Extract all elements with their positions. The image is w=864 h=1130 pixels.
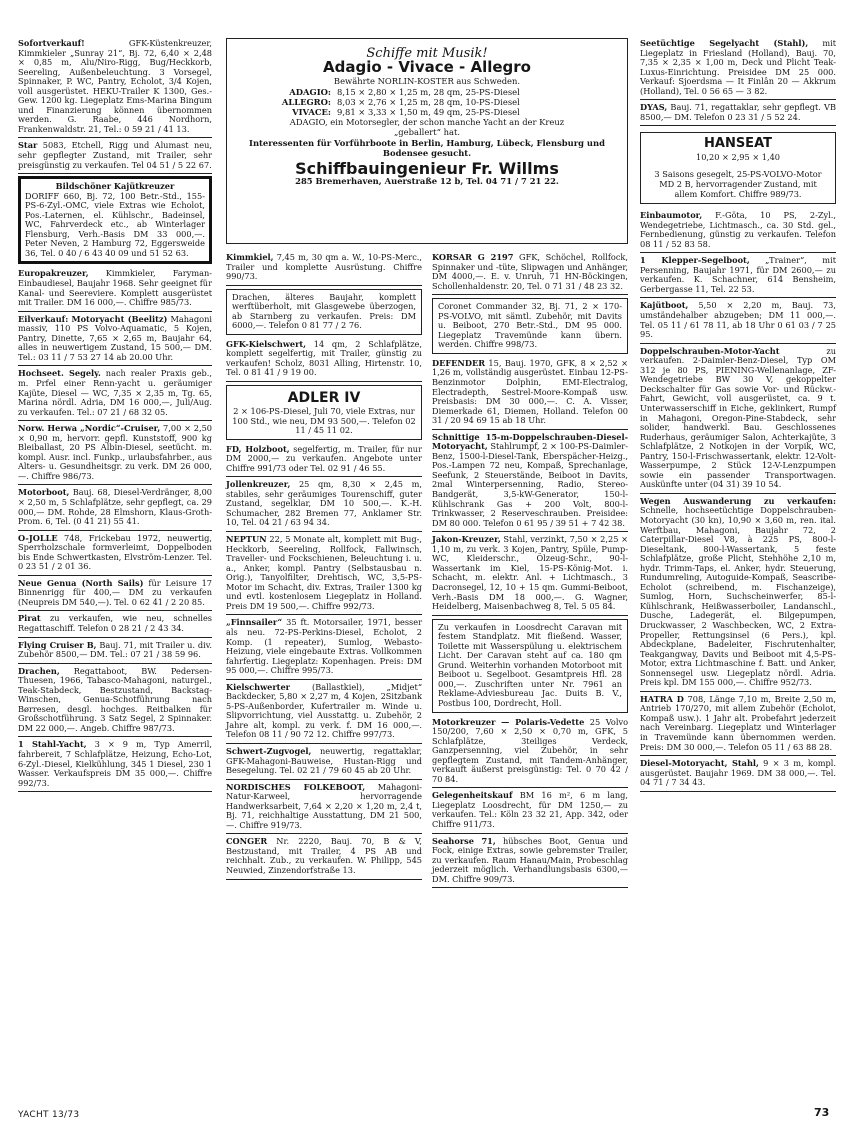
classified-ad [640,210,836,253]
classified-ad [18,487,212,530]
ad-text [226,253,422,282]
ad-body: 25 Volvo 150/200, 7,60 × 2,50 × 0,70 m, GFK, 5 Schlafplätze, 3teiliges Verdeck, Ganzpersenning, viel Zubehör, in sehr gepflegtem Zustand, mit Tandem-Anhänger, verkauft äußerst preisgünstig: Tel. 0 70 42 / 70 84. [432,716,628,784]
ad-text [640,103,836,122]
classified-ad [432,534,628,615]
ad-text [18,488,212,526]
ad-body: älteres Baujahr, komplett werftüberholt, mit Glasgewebe überzogen, ab Starnberg zu verkaufen. Preis: DM 6000,—. Telefon 0 81 77 / 2 76. [232,291,416,331]
ad-body: neuwertig, regattaklar, GFK-Mahagoni-Bauweise, Hustan-Rigg und Besegelung. Tel. 02 21 / 79 60 45 ab 20 Uhr. [226,745,422,776]
ad-text [226,747,422,776]
spec-text: 9,81 × 3,33 × 1,50 m, 49 qm, 25-PS-Diesel [337,107,520,118]
ad-heading: Hochseet. Segely. [18,368,101,379]
ad-heading: Flying Cruiser B, [18,639,97,650]
ad-text [25,192,205,259]
ad-body: Mahagoni massiv, 110 PS Volvo-Aquamatic, 5 Kojen, Pantry, Dinette, 7,65 × 2,65 m, Baujahr 64, alles in neuwertigem Zustand, 15 500,— DM. Tel.: 03 11 / 7 53 27 14 ab 20.00 Uhr. [18,313,212,362]
column-2 [226,252,422,882]
ad-body: Nr. 2220, Bauj. 70, B & V, Bestzustand, mit Trailer, 4 PS AB und reichhalt. Zub., zu verkaufen. W. Philipp, 545 Neuwied, Zinzendorfstraße 13. [226,836,422,875]
banner-specs [227,87,627,118]
ad-heading: Sofortverkauf! [18,38,85,48]
ad-text [432,433,628,528]
ad-body: GFK, Schöchel, Rollfock, Spinnaker und -tüte, Slipwagen und Anhänger, DM 4000,—. E. v. Unruh, 71 HN-Böckingen, Schollenhaldenstr. 20, Tel. 0 71 31 / 48 23 32. [432,252,628,291]
ad-body: Zu verkaufen in Loosdrecht Caravan mit festem Standplatz. Mit fließend. Wasser, Toilette mit Wasserspülung u. elektrischem Licht. Der Caravan steht auf ca. 180 qm Grund. Weiterhin vorhanden Motorboot mit Beiboot u. Segelboot. Gesamtpreis Hfl. 28 000,—. Zuschriften unter Nr. 7961 an Reklame-Adviesbureau Jac. Duits B. V., Postbus 100, Dordrecht, Holl. [438,621,622,708]
banner-script-title: Schiffe mit Musik! [366,46,488,61]
banner-interest: Interessenten für Vorführboote in Berlin, Hamburg, Lübeck, Flensburg und Bodensee gesucht. [249,137,605,158]
ad-heading: Europakreuzer, [18,268,89,279]
banner-ad [226,38,628,244]
classified-ad [226,252,422,286]
ad-body: mit Liegeplatz in Friesland (Holland), Bauj. 70, 7,35 × 2,35 × 1,00 m, Deck und Plicht Teak-Luxus-Einrichtung. Preisidee DM 25 000. Verkauf: Sjoerdsma — It Finlân 20 — Akkrum (Holland), Tel. 0 56 65 — 3 82. [640,38,837,96]
ad-text [18,424,212,481]
ad-body: Bauj. 71, regattaklar, sehr gepflegt. VB 8500,— DM. Telefon 0 23 31 / 5 52 24. [640,102,836,122]
classified-ad [640,300,836,343]
ad-text [432,718,628,785]
ad-body: 9 × 3 m, kompl. ausgerüstet. Baujahr 1969. DM 38 000,—. Tel. 04 71 / 7 34 43. [640,758,836,788]
ad-heading: Motorboot, [18,487,70,498]
ad-body: 660, Bj. 72, 100 Betr.-Std., 155-PS-6-Zyl.-OMC, viele Extras wie Echolot, Pos.-Laternen, el. Kühlschr., Badeinsel, WC, Fahrverdeck etc., ab Winterlager Flensburg, Verh.-Basis DM 33 000,—. Peter Neven, 2 Hamburg 72, Eggersweide 36, Tel. 0 40 / 6 43 40 09 und 51 52 63. [25,190,205,258]
ad-heading: Jakon-Kreuzer, [432,534,501,545]
ad-body: 32, Bj. 71, 2 × 170-PS-VOLVO, mit sämtl. Zubehör, mit Davits u. Beiboot, 270 Betr.-Std., DM 95 000. Liegeplatz Travemünde kann übern. werden. Chiffre 998/73. [438,301,622,350]
ad-heading: 1 Klepper-Segelboot, [640,255,750,266]
ad-text [18,534,212,572]
ad-text [18,369,212,417]
ad-heading: Doppelschrauben-Motor-Yacht [640,345,780,356]
page-number: 73 [814,1106,830,1119]
ad-body: (Ballastkiel), „Midjet“ Backdecker, 5,80 × 2,27 m, 4 Kojen, 2Sitzbank 5-PS-Außenborder, Kufertrailer m. Winde u. Slipvorrichtung, viel Ausstattg. u. Zubehör, 2 Jahre alt, kompl. zu verk. f. DM 16 000,—. Telefon 08 11 / 90 72 12. Chiffre 997/73. [226,681,422,740]
ad-body: 708, Länge 7,10 m, Breite 2,50 m, Antrieb 170/270, mit allem Zubehör (Echolot, Kompaß usw.). 1 Jahr alt. Probefahrt jederzeit nach Vereinbarg. Liegeplatz und Winterlager in Travemünde kann übernommen werden. Preis: DM 30 000,—. Telefon 05 11 / 63 88 28. [640,693,836,752]
ad-body: 35 ft. Motorsailer, 1971, besser als neu. 72-PS-Perkins-Diesel, Echolot, 2 Komp. (1 repeater), Sumlog, Webasto-Heizung, viele eingebaute Extras. Vollkommen fahrfertig. Liegeplatz: Kopenhagen. Preis: DM 95 000,—. Chiffre 995/73. [226,617,422,676]
ad-body: 5,50 × 2,20 m, Bauj. 73, umständehalber abzugeben; DM 11 000,—. Tel. 05 11 / 61 78 11, ab 18 Uhr 0 61 03 / 7 25 95. [640,300,836,340]
ad-text [18,269,212,307]
ad-body: 7,00 × 2,50 × 0,90 m, hervorr. gepfl. Kunststoff, 900 kg Bleiballast, 20 PS Albin-Diesel, seetücht. m. kompl. Ausr. incl. Funkp., urlaubsfahrber., aus Alters- u. Gesundheitsgr. zu verk. DM 26 000,—. Chiffre 986/73. [18,423,212,481]
classified-ad [432,432,628,532]
ad-body: 3 × 9 m, Typ Amerril, fahrbereit, 7 Schlafplätze, Heizung, Echo-Lot, 6-Zyl.-Diesel, Kielkühlung, 345 1 Diesel, 230 1 Wasser. Verkaufspreis DM 35 000,—. Chiffre 992/73. [18,739,212,788]
ad-text [226,480,422,528]
ad-text [640,301,836,339]
classified-ad [640,38,836,100]
ad-heading: FD, Holzboot, [226,443,290,454]
classified-ad [18,533,212,576]
ad-body: zu verkaufen. 2-Daimler-Benz-Diesel, Typ OM 312 je 80 PS, PIENING-Wellenanlage, ZF-Wendegetriebe BW 30 V, gekoppelter Deckschalter für Gas sowie Vor- und Rückw.-Fahrt, Gewicht, voll ausgerüstet, ca. 9 t. Unterwasserschiff in Eiche, geklinkert, Rumpf in Mahagoni, Oregon-Pine-Stabdeck, sehr solider, handwerkl. Bau. Geschlossenes Ruderhaus, geräumiger Salon, Achterkajüte, 3 Schlafplätze, 2 Notkojen in der Vorpik, WC, Pantry, 150-l-Frischwassertank, elektr. 12-Volt-Wasserpumpe, 2 Stück 12-V-Lenzpumpen sowie ein passender Transportwagen. Auskünfte unter (04 31) 39 10 54. [640,345,836,490]
spec-name: ADAGIO: [289,86,331,97]
ad-body: Regattaboot, BW. Pedersen-Thuesen, 1966, Tabasco-Mahagoni, naturgel., Teak-Stabdeck, Bestzustand, Backstag-Winschen, Genua-Schotführung nach Børresen, desgl. hochges. Reitbalken für Großschotführung. 3 Satz Segel, 2 Spinnaker. DM 22 000,—. Angeb. Chiffre 987/73. [18,665,212,733]
ad-body: 748, Frickebau 1972, neuwertig, Sperrholzschale formverleimt, Doppelboden bis Ende Schwertkasten, Elvström-Lenzer. Tel. 0 23 51 / 2 01 36. [18,532,212,572]
ad-heading: Coronet Commander [438,301,527,312]
ad-text [640,759,836,788]
ad-heading: NEPTUN [226,534,267,545]
classified-ad [226,746,422,780]
classified-ad [432,717,628,789]
classified-ad [640,758,836,792]
ad-heading: Jollenkreuzer, [226,479,291,490]
ad-text [438,623,622,709]
classified-ad [226,444,422,478]
ad-text [640,695,836,752]
ad-heading: HATRA D [640,693,684,704]
ad-heading: Schwert-Zugvogel, [226,745,312,756]
ad-body: Schnelle, hochseetüchtige Doppelschrauben-Motoryacht (30 kn), 10,90 × 3,60 m, ren. ital. Werftbau, Mahagoni, Baujahr 72, 2 Caterpillar-Diesel V8, à 225 PS, 800-l-Dieseltank, 800-l-Wassertank, 5 feste Schlafplätze, große Plicht, Stehhöhe 2,10 m, hydr. Trimm-Taps, el. Anker, hydr. Steuerung, Rundumreling, Autoguide-Kompaß, Seascribe-Echolot (schreibend, m. Fischanzeige), Sumlog, Horn, Suchscheinwerfer, 85-l-Kühlschrank, Heißwasserboiler, Landanschl., Dusche, Ladegerät, el. Bilgepumpen, Druckwasser, 2 Waschbecken, WC, 2 Extra-Propeller, Rettungsinsel (6 Pers.), kpl. Abdeckplane, Badeleiter, Fischrutenhalter, Teakgangway, Davits und Beiboot mit 4,5-PS-Motor, extra Lichtmaschine f. Batt. und Anker, Sonnensegel usw. Liegeplatz nördl. Adria. Preis kpl. DM 155 000,—. Chiffre 952/73. [640,505,836,688]
classified-ad [18,666,212,738]
classified-ad [18,423,212,485]
ad-body: 5083, Etchell, Rigg und Alumast neu, sehr gepflegter Zustand, mit Trailer, sehr preisgünstig zu verkaufen. Tel 04 51 / 5 22 67. [18,140,212,170]
classified-ad [432,836,628,889]
classified-ad [226,339,422,382]
hanseat-ad [640,132,836,204]
ad-text [226,837,422,875]
ad-body: BM 16 m², 6 m lang, Liegeplatz Loosdrecht, für DM 1250,— zu verkaufen. Tel.: Köln 23 32 21, App. 342, oder Chiffre 911/73. [432,790,628,829]
classified-ad [18,176,212,264]
ad-body: Bauj. 71, mit Trailer u. div. Zubehör 8500,— DM. Tel.: 07 21 / 38 59 96. [18,639,212,660]
ad-text [18,39,212,134]
adler-ad [226,385,422,440]
classified-ad [18,739,212,792]
classified-ad [640,255,836,298]
ad-heading: Gelegenheitskauf [432,790,513,801]
ad-body: 15, Bauj. 1970, GFK, 8 × 2,52 × 1,26 m, vollständig ausgerüstet. Einbau 12-PS-Benzinmotor Dolphin, EMI-Electralog, Electradepth, Sestrel-Moore-Kompaß usw. Preisbasis: DM 30 000,—. C. A. Visser, Diemerkade 61, Diemen, Holland. Telefon 00 31 / 20 94 69 15 ab 18 Uhr. [432,357,628,426]
classified-ad [18,314,212,367]
ad-heading: Wegen Auswanderung zu verkaufen: [640,495,836,506]
ad-text [18,614,212,633]
banner-line2: „geballert“ hat. [393,127,461,138]
banner-subtitle: Bewährte NORLIN-KOSTER aus Schweden. [333,76,521,87]
ad-text [432,535,628,611]
classified-ad [18,38,212,138]
classified-ad [226,836,422,879]
column-4 [640,38,836,794]
ad-heading: Eilverkauf: Motoryacht (Beelitz) [18,313,168,324]
ad-text [18,641,212,660]
ad-text [226,783,422,831]
ad-heading: DEFENDER [432,357,486,368]
classified-ad [226,289,422,335]
ad-body: für Leisure 17 Binnenrigg für 400,— DM zu verkaufen (Neupreis DM 540,—). Tel. 0 62 41 / 2 20 85. [18,577,212,607]
ad-text [18,579,212,608]
classified-ad [640,346,836,494]
ad-heading: KORSAR G 2197 [432,252,514,262]
classified-ad [18,268,212,311]
ad-heading: Seahorse 71, [432,835,496,846]
ad-heading: NORDISCHES FOLKEBOOT, [226,781,366,792]
classified-ad [18,640,212,664]
ad-text [640,39,836,96]
banner-line1: ADAGIO, ein Motorsegler, der schon manche Yacht an der Kreuz [289,117,565,128]
ad-body: Kimmkieler, Faryman-Einbaudiesel, Baujahr 1968. Sehr geeignet für Kanal- und Seereviere. Komplett ausgerüstet mit Trailer. DM 16 000,—. Chiffre 985/73. [18,268,212,308]
ad-text [226,618,422,675]
ad-title: ADLER IV [287,390,361,407]
classified-ad [640,694,836,756]
ad-heading: Kajütboot, [640,300,689,311]
ad-text [640,347,836,490]
classified-ad [432,252,628,295]
ad-heading: „Finnsailer“ [226,617,283,628]
ad-title: HANSEAT [704,136,772,152]
ad-heading: DORIFF [25,190,60,201]
ad-heading: Star [18,140,38,151]
classified-ad [18,140,212,174]
ad-text [18,315,212,363]
ad-dimensions: 10,20 × 2,95 × 1,40 [695,151,781,162]
ad-text [640,256,836,294]
ad-heading: Seetüchtige Segelyacht (Stahl), [640,38,809,48]
ad-heading: Neue Genua (North Sails) [18,577,144,588]
classified-ad [18,578,212,612]
ad-text [232,293,416,331]
ad-body: zu verkaufen, wie neu, schnelles Regattaschiff. Telefon 0 28 21 / 2 43 34. [18,613,212,633]
ad-body: GFK-Küstenkreuzer, Kimmkieler „Sunray 21“, Bj. 72, 6,40 × 2,48 × 0,85 m, Alu/Niro-Rigg, Bug/Heckkorb, Seereling, Außenbeleuchtung. 3 Vorsegel, Spinnaker, P. WC, Pantry, Echolot, 3/4 Kojen, voll ausgerüstet. HEKU-Trailer K 1300, Ges.-Gew. 1200 kg. Liegeplatz Ems-Marina Bingum und Finanzierung können übernommen werden. G. Raabe, 446 Nordhorn, Frankenwaldstr. 21, Tel.: 0 59 21 / 41 13. [18,38,212,134]
ad-text [226,535,422,611]
ad-text [226,445,422,474]
spec-name: VIVACE: [292,107,331,118]
spec-text: 8,15 × 2,80 × 1,25 m, 28 qm, 25-PS-Diesel [337,86,520,97]
classified-ad [226,782,422,835]
spec-text: 8,03 × 2,76 × 1,25 m, 28 qm, 10-PS-Diesel [337,96,520,107]
ad-text [640,497,836,688]
ad-heading: Motorkreuzer — Polaris-Vedette [432,716,585,727]
spec-name: ALLEGRO: [281,96,331,107]
ad-body: segelfertig, m. Trailer, für nur DM 2000,— zu verkaufen. Angebote unter Chiffre 991/73 oder Tel. 02 91 / 46 55. [226,443,422,473]
column-1 [18,38,212,794]
classified-ad [226,617,422,679]
ad-heading: GFK-Kielschwert, [226,338,307,349]
ad-body: „Trainer“, mit Persenning, Baujahr 1971, für DM 2600,— zu verkaufen. K. Schachner, 614 Bensheim, Gerbergasse 11, Tel. 22 53. [640,255,836,294]
ad-body: 7,45 m, 30 qm a. W., 10-PS-Merc., Trailer und komplette Ausrüstung. Chiffre 990/73. [226,252,422,282]
ad-title: Bildschöner Kajütkreuzer [55,181,175,192]
ad-text [432,359,628,426]
ad-body: 25 qm, 8,30 × 2,45 m, stabiles, sehr geräumiges Tourenschiff, guter Zustand, segelklar, DM 10 500,—. K.-H. Schumacher, 282 Bremen 77, Anklamer Str. 10, Tel. 04 21 / 63 94 34. [226,479,422,528]
ad-body: 22, 5 Monate alt, komplett mit Bug-, Heckkorb, Seereling, Rollfock, Fallwinsch, Traveller- und Fockschienen, Beleuchtung i. u. a., Anker, kompl. Pantry (Selbstausbau n. Orig.), Tanyolfilter, Drehtisch, WC, 3,5-PS-Motor im Schacht, div. Extras, Trailer 1300 kg und evtl. kostenlosem Liegeplatz in Holland. Preis DM 19 500,—. Chiffre 992/73. [226,534,422,611]
column-3 [432,252,628,890]
ad-body: 3 Saisons gesegelt, 25-PS-VOLVO-Motor MD 2 B, hervorragender Zustand, mit allem Komfort. Chiffre 989/73. [654,169,822,199]
classified-ad [18,613,212,637]
ad-body: Bauj. 68, Diesel-Verdränger, 8,00 × 2,50 m, 5 Schlafplätze, sehr gepflegt, ca. 29 000,— DM. Rohde, 28 Elmshorn, Klaus-Groth-Prom. 6, Tel. (0 41 21) 55 41. [18,487,212,527]
ad-heading: Norw. Herwa „Nordic“-Cruiser, [18,423,161,434]
ad-body: 14 qm, 2 Schlafplätze, komplett segelfertig, mit Trailer, günstig zu verkaufen! Scholz, 8031 Alling, Hirtenstr. 10, Tel. 0 81 41 / 9 19 00. [226,338,422,378]
classified-ad [18,368,212,421]
ad-heading: Schnittige 15-m-Doppelschrauben-Diesel-Motoryacht, [432,431,628,452]
ad-text [640,211,836,249]
classified-ad [226,682,422,744]
ad-body: Mahagoni-Natur-Karweel, hervorragende Handwerksarbeit, 7,64 × 2,20 × 1,20 m, 2,4 t, Bj. 71, reichhaltige Ausstattung, DM 21 500,—. Chiffre 919/73. [226,781,422,830]
ad-body: Stahlrumpf, 2 × 100-PS-Daimler-Benz, 1500-l-Diesel-Tank, Eberspächer-Heizg., Pos.-Lampen 72 neu, Kompaß, Sprechanlage, Seefunk, 2 Steuerstände, Beiboot in Davits, 2mal Winterpersenning, Radio, Stereo-Bandgerät, 3,5-kW-Generator, 150-l-Kühlschrank Gas + 200 Volt, 800-l-Trinkwasser, 2 Reserveschrauben. Preisidee: DM 80 000. Telefon 0 61 95 / 39 51 + 7 42 38. [432,441,628,528]
classified-ad [226,534,422,615]
ad-text [226,340,422,378]
ad-heading: CONGER [226,836,268,847]
footer-issue: YACHT 13/73 [18,1110,80,1120]
ad-text [432,791,628,829]
ad-heading: Kimmkiel, [226,252,274,262]
ad-heading: O-JOLLE [18,532,58,543]
classified-ad [432,619,628,713]
ad-text [18,667,212,734]
classified-ad [640,496,836,692]
ad-body: nach realer Praxis geb., m. Prfel einer Renn-yacht u. geräumiger Kajüte, Diesel — WC, 7,35 × 2,35 m, Tg. 65, Marina nördl. Adria, DM 16 000,—, Juli/Aug. zu verkaufen. Tel.: 07 21 / 68 32 05. [18,368,212,417]
banner-company: Schiffbauingenieur Fr. Willms [295,159,559,179]
banner-address: 285 Bremerhaven, Auerstraße 12 b, Tel. 04 71 / 7 21 22. [295,176,559,187]
ad-body: hübsches Boot, Genua und Fock, einige Extras, sowie gebremster Trailer, zu verkaufen. Raum Hanau/Main, Probeschlag jederzeit möglich. Verhandlungsbasis 6300,— DM. Chiffre 909/73. [432,835,628,884]
classified-ad [640,102,836,126]
ad-heading: 1 Stahl-Yacht, [18,739,87,750]
ad-heading: Einbaumotor, [640,210,703,221]
ad-text [438,302,622,350]
ad-heading: Drachen, [18,665,60,676]
classified-ad [432,790,628,833]
ad-text [226,683,422,740]
ad-heading: Kielschwerter [226,681,290,692]
ad-text [18,141,212,170]
classified-ad [432,298,628,354]
ad-heading: DYAS, [640,102,668,113]
ad-heading: Drachen, [232,291,270,302]
ad-heading: Pirat [18,613,41,624]
ad-text [432,837,628,885]
classified-ad [432,358,628,430]
classified-ad [226,479,422,532]
ad-text [432,253,628,291]
banner-title: Adagio - Vivace - Allegro [323,58,531,77]
ad-text [18,740,212,788]
ad-body: Stahl, verzinkt, 7,50 × 2,25 × 1,10 m, zu verk. 3 Kojen, Pantry, Spüle, Pump-WC, Kleiderschr., Ölzeug-Schr., 90-l-Wassertank im Kiel, 15-PS-König-Mot. i. Schacht, m. elektr. Anl. + Lichtmasch., 3 Dacronsegel, 12, 10 + 15 qm. Gummi-Beiboot, Verh.-Basis DM 18 000,—. G. Wagner, Heidelberg, Maisenbachweg 8, Tel. 5 05 84. [432,534,628,612]
ad-heading: Diesel-Motoryacht, Stahl, [640,758,759,769]
ad-body: 2 × 106-PS-Diesel, Juli 70, viele Extras, nur 100 Std., wie neu, DM 93 500,—. Telefon 02 11 / 45 11 02. [232,406,416,436]
ad-body: F.-Göta, 10 PS, 2-Zyl., Wendegetriebe, Lichtmasch., ca. 30 Std. gel., Fernbedienung, günstig zu verkaufen. Telefon 08 11 / 52 83 58. [640,210,836,249]
